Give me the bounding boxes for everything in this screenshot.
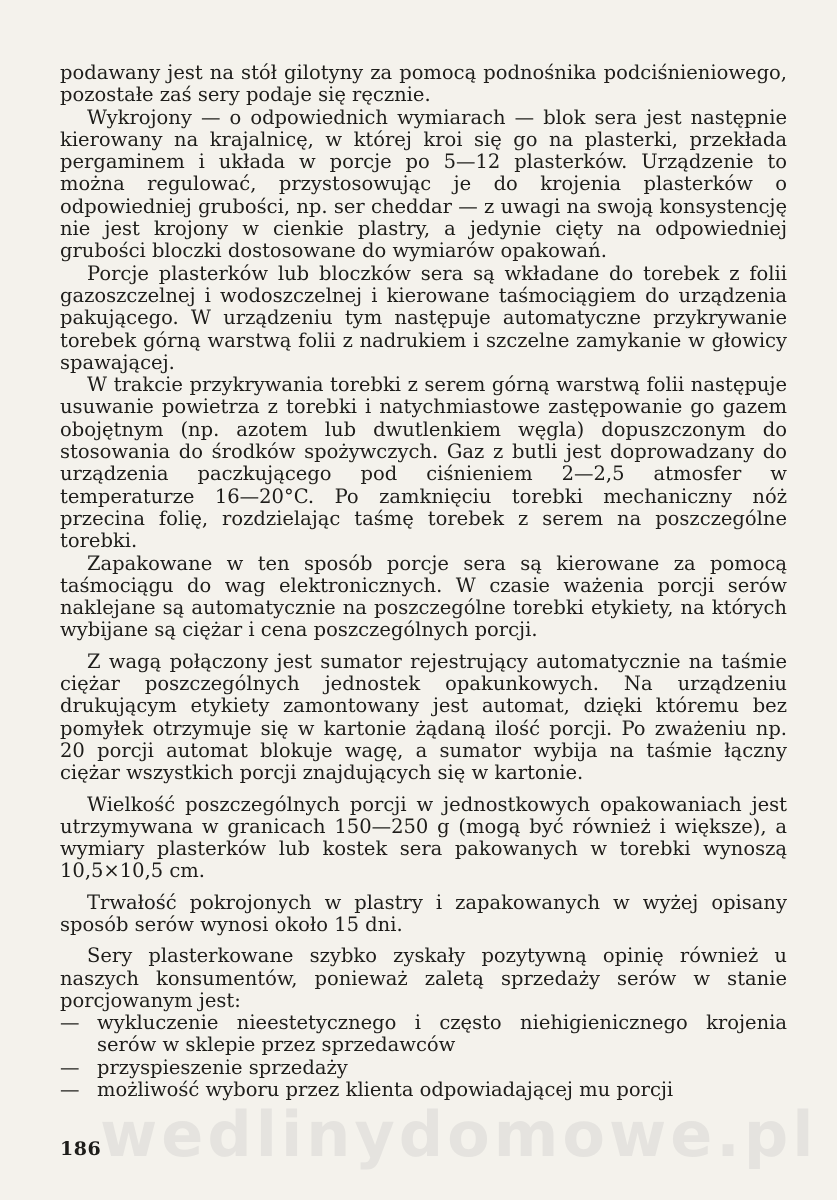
list-item-text: możliwość wyboru przez klienta odpowiadającej mu porcji [97,1078,674,1102]
list-dash: — [60,1011,80,1035]
paragraph-6: Z wagą połączony jest sumator rejestrujący automatycznie na taśmie ciężar poszczególnych jednostek opakunkowych. Na urządzeniu drukującym etykiety zamontowany jest automat, dzięki któremu bez pomyłek otrzymuje się w kartonie żądaną ilość porcji. Po zważeniu np. 20 porcji automat blokuje wagę, a sumator wybija na taśmie łączny ciężar wszystkich porcji znajdujących się w kartonie. [60,649,787,785]
list-item [60,1012,787,1057]
paragraph-8: Trwałość pokrojonych w plastry i zapakowanych w wyżej opisany sposób serów wynosi około 15 dni. [60,890,787,936]
list-item-text: przyspieszenie sprzedaży [97,1055,348,1079]
paragraph-7: Wielkość poszczególnych porcji w jednostkowych opakowaniach jest utrzymywana w granicach 150—250 g (mogą być również i większe), a wymiary plasterków lub kostek sera pakowanych w torebki wynoszą 10,5×10,5 cm. [60,792,787,883]
list-item-text: wykluczenie nieestetycznego i często niehigienicznego krojenia serów w sklepie przez sprzedawców [97,1011,787,1057]
paragraph-9: Sery plasterkowane szybko zyskały pozytywną opinię również u naszych konsumentów, ponieważ zaletą sprzedaży serów w stanie porcjowanym jest: [60,944,787,1012]
paragraph-4: W trakcie przykrywania torebki z serem górną warstwą folii następuje usuwanie powietrza z torebki i natychmiastowe zastępowanie go gazem obojętnym (np. azotem lub dwutlenkiem węgla) dopuszczonym do stosowania do środków spożywczych. Gaz z butli jest doprowadzany do urządzenia paczkującego pod ciśnieniem 2—2,5 atmosfer w temperaturze 16—20°C. Po zamknięciu torebki mechaniczny nóż przecina folię, rozdzielając taśmę torebek z serem na poszczególne torebki. [60,373,787,553]
list-dash: — [60,1078,80,1102]
list-item [60,1057,787,1079]
page-body [60,62,787,1101]
watermark: wedlinydomowe.pl [100,1098,818,1171]
paragraph-3: Porcje plasterków lub bloczków sera są wkładane do torebek z folii gazoszczelnej i wodoszczelnej i kierowane taśmociągiem do urządzenia pakującego. W urządzeniu tym następuje automatyczne przykrywanie torebek górną warstwą folii z nadrukiem i szczelne zamykanie w głowicy spawającej. [60,261,787,374]
paragraph-1: podawany jest na stół gilotyny za pomocą podnośnika podciśnieniowego, pozostałe zaś sery podaje się ręcznie. [60,61,787,107]
paragraph-2: Wykrojony — o odpowiednich wymiarach — blok sera jest następnie kierowany na krajalnicę, w której kroi się go na plasterki, przekłada pergaminem i układa w porcje po 5—12 plasterków. Urządzenie to można regulować, przystosowując je do krojenia plasterków o odpowiedniej grubości, np. ser cheddar — z uwagi na swoją konsystencję nie jest krojony w cienkie plastry, a jedynie cięty na odpowiedniej grubości bloczki dostosowane do wymiarów opakowań. [60,105,787,263]
list-item [60,1079,787,1101]
list-dash: — [60,1055,80,1079]
body-text [60,62,787,1101]
paragraph-5: Zapakowane w ten sposób porcje sera są kierowane za pomocą taśmociągu do wag elektronicznych. W czasie ważenia porcji serów naklejane są automatycznie na poszczególne torebki etykiety, na których wybijane są ciężar i cena poszczególnych porcji. [60,551,787,642]
page-number: 186 [60,1138,102,1160]
advantages-list [60,1012,787,1101]
